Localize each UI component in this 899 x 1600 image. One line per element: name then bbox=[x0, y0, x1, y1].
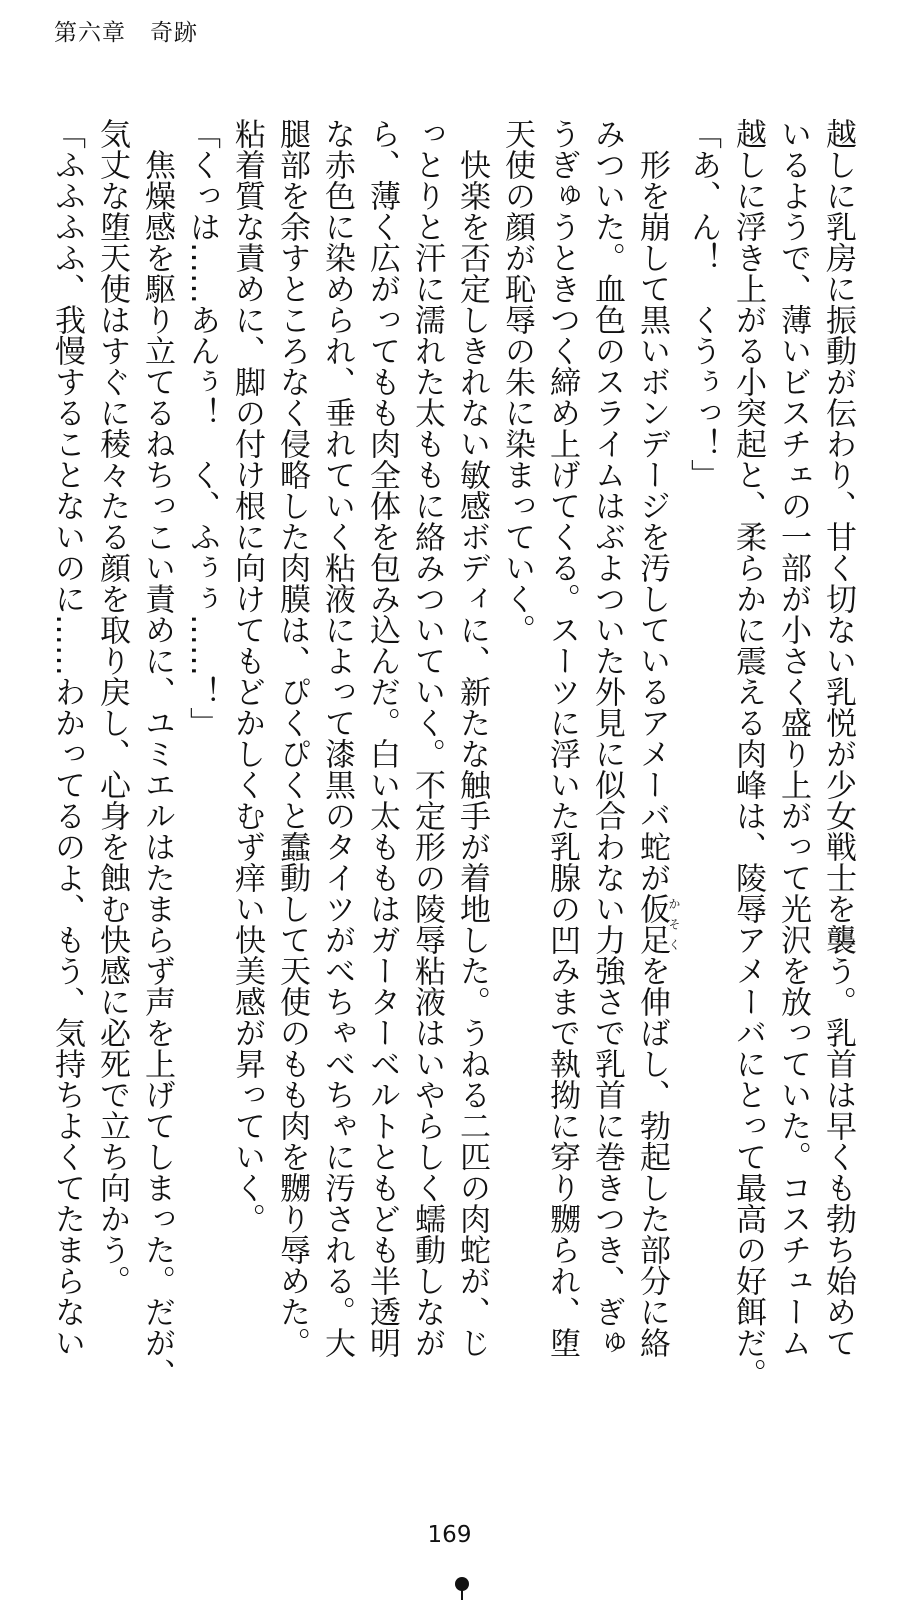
text-line: な赤色に染められ、垂れていく粘液によって漆黒のタイツがべちゃべちゃに汚される。大 bbox=[319, 118, 355, 1358]
text-line: 腿部を余すところなく侵略した肉膜は、ぴくぴくと蠢動して天使のもも肉を嬲り辱めた。 bbox=[274, 118, 310, 1358]
text-line: 粘着質な責めに、脚の付け根に向けてもどかしくむず痒い快美感が昇っていく。 bbox=[229, 118, 265, 1234]
page-marker-stem bbox=[461, 1588, 463, 1600]
ruby-annotation: 仮足かそく bbox=[634, 893, 681, 955]
page-number: 169 bbox=[427, 1522, 472, 1548]
text-line: 越しに浮き上がる小突起と、柔らかに震える肉峰は、陵辱アメーバにとって最高の好餌だ。 bbox=[730, 118, 766, 1389]
text-line: 天使の顔が恥辱の朱に染まっていく。 bbox=[499, 118, 535, 645]
text-line: っとりと汗に濡れた太ももに絡みついていく。不定形の陵辱粘液はいやらしく蠕動しなが bbox=[409, 118, 445, 1358]
body-text bbox=[40, 118, 860, 1389]
running-head: 第六章 奇跡 bbox=[54, 20, 198, 46]
ruby-reading: かそく bbox=[667, 893, 681, 955]
text-line: いるようで、薄いビスチェの一部が小さく盛り上がって光沢を放っていた。コスチューム bbox=[775, 118, 811, 1358]
text-line: 焦燥感を駆り立てるねちっこい責めに、ユミエルはたまらず声を上げてしまった。だが、 bbox=[139, 118, 175, 1389]
text-line: 越しに乳房に振動が伝わり、甘く切ない乳悦が少女戦士を襲う。乳首は早くも勃ち始めて bbox=[820, 118, 856, 1358]
text-line: 「あ、ん！ くうぅっ！」 bbox=[685, 118, 721, 490]
text-line: うぎゅうときつく締め上げてくる。スーツに浮いた乳腺の凹みまで執拗に穿り嬲られ、堕 bbox=[544, 118, 580, 1358]
text-line: 快楽を否定しきれない敏感ボディに、新たな触手が着地した。うねる二匹の肉蛇が、じ bbox=[454, 118, 490, 1358]
text-line: 気丈な堕天使はすぐに稜々たる顔を取り戻し、心身を蝕む快感に必死で立ち向かう。 bbox=[94, 118, 130, 1296]
text-line: 「ふふふふ、我慢することないのに……わかってるのよ、もう、気持ちよくてたまらない bbox=[49, 118, 85, 1358]
text-line: みついた。血色のスライムはぶよついた外見に似合わない力強さで乳首に巻きつき、ぎゅ bbox=[589, 118, 625, 1358]
text-line: 「くっは……あんぅ！ く、ふぅぅ……！」 bbox=[184, 118, 220, 738]
text-line: ら、薄く広がってもも肉全体を包み込んだ。白い太ももはガーターベルトともども半透明 bbox=[364, 118, 400, 1358]
text-line: 形を崩して黒いボンデージを汚しているアメーバ蛇が仮足かそくを伸ばし、勃起した部分に絡 bbox=[634, 118, 681, 1358]
